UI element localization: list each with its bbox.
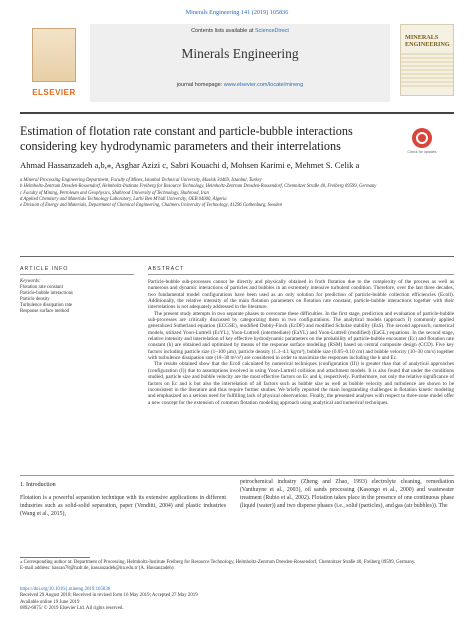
abstract-paragraph: The present study attempts in two separate phases to overcome these difficulties. In the first stage, prediction and evaluation of particle-bubble sub-processes are critically discussed by categorizing them in two configurations. The analytical models (approach I) commonly applied generalized Sutherland equation (ECGSE), modified Dobby-Finch (EcDF) and modified Schulze stability (EsS). The second approach, numerical models, utilized Yoon-Luttrell (EcYL), Yoon-Luttrell (intermediate) (EaYL) and Yoon-Luttrell (modified) (EaGL) equations. In the second stage, relative intensity and interrelation of key effective hydrodynamic parameters on the probability of particle-bubble encounter (Ec) and flotation rate constant (k) are obtained and optimized by means of the response surface modeling (RSM) based on central composite design (CCD). Five key factors including particle size (1–100 µm), particle density (1.3–4.1 kg/m³), bubble size (0.05–0.10 cm) and bubble velocity (10–30 cm/s) together with turbulence dissipation rate (18–30 m²/s³) are considered in order to maximize the responses including the k and Ec.: [148, 310, 454, 362]
abstract-divider: [20, 475, 454, 476]
abstract-rule: [148, 274, 454, 275]
footnotes: [20, 560, 454, 573]
keyword: Particle density: [20, 297, 50, 302]
journal-masthead: [20, 24, 454, 110]
contents-prefix: Contents lists available at: [191, 28, 255, 34]
article-footer: [20, 587, 454, 612]
elsevier-tree-icon: [32, 28, 76, 82]
elsevier-logo: [26, 24, 82, 102]
footnote-rule: [20, 557, 90, 558]
journal-header-box: [90, 24, 390, 102]
crossmark-icon[interactable]: [412, 128, 432, 148]
intro-text-left: Flotation is a powerful separation technique with its extensive applications in different industries such as solid-solid separation, paper (Venditti, 2004) and plastic industries (Wang et al., 2015),: [20, 495, 226, 518]
header-divider: [20, 112, 454, 114]
affiliations: [20, 178, 454, 209]
intro-text-right: petrochemical industry (Zheng and Zhao, 1993) electrolyte cleaning, remediation (Vanthuyne et al., 2003), oil sands processing (Kasongo et al., 2000) and wastewater treatment (Rubio et al., 2002). Flotation takes place in the presence of one continuous phase (liquid (water)) and two disperse phases (i.e., solid (particles), and gas (air bubbles)). The: [240, 479, 454, 510]
corresponding-author-note: ⁎ Corresponding author at: Department of Processing, Helmholtz-Institute Freiberg for Resource Technology, Helmholtz-Zentrum Dresden-Rossendorf, Chemnitzer Straße 40, Freiberg 09599, Germany.: [20, 560, 416, 565]
available-online: Available online 19 June 2019: [20, 599, 80, 605]
email-note[interactable]: E-mail address: hassan78@hzdr.de, hassanzadeh@itu.edu.tr (A. Hassanzadeh).: [20, 566, 175, 572]
contents-line: [90, 28, 390, 34]
affiliations-divider: [20, 256, 454, 257]
journal-cover-thumbnail[interactable]: [400, 24, 454, 96]
journal-reference[interactable]: Minerals Engineering 141 (2019) 105836: [185, 9, 289, 16]
section-heading: 1. Introduction: [20, 482, 56, 488]
sciencedirect-link[interactable]: ScienceDirect: [254, 28, 289, 34]
homepage-link[interactable]: www.elsevier.com/locate/mineng: [223, 82, 304, 88]
affiliation-e: e Division of Energy and Materials, Department of Chemical Engineering, Chalmers University of Technology, 41296 Gothenburg, Sweden: [20, 203, 282, 209]
abstract-heading: ABSTRACT: [148, 266, 185, 272]
keyword: Flotation rate constant: [20, 285, 63, 290]
keyword: Response surface method: [20, 309, 70, 314]
cover-artwork: [401, 53, 453, 87]
journal-title: Minerals Engineering: [181, 46, 299, 61]
affiliation-d: d Applied Chemistry and Materials Technology Laboratory, Larbi Ben M'hidi University, OEB 04000, Algeria: [20, 196, 227, 202]
abstract-paragraph: The results obtained show that the Ecoll calculated by numerical techniques (configuration (II)) is greater than that of analytical approaches (configuration (I)) due to assumptions involved in using Yoon-Luttrell collision and attachment models. It is also found that under the conditions studied, particle size and bubble velocity are the most effective factors on Ec and k, respectively. Furthermore, not only the relative significance of factors on Ec and k but also the interrelation of all factors such as bubble size as well as bubble velocity and turbulence are shown to be inconsistent in the literature and thus require further studies. We briefly reported the main longstanding challenges in flotation kinetic modeling and emphasized on a serious need for fulfilling lack of physical observations. Finally, the presented analyses with respect to three-zone model offer a new concept for the extension of common flotation modeling approach using analytical and numerical techniques.: [148, 361, 454, 406]
keyword: Particle-bubble interactions: [20, 291, 73, 296]
keywords-heading: Keywords:: [20, 279, 41, 284]
keyword: Turbulence dissipation rate: [20, 303, 73, 308]
cover-title: MINERALS ENGINEERING: [405, 34, 450, 48]
received-dates: Received 29 August 2018; Received in revised form 16 May 2019; Accepted 27 May 2019: [20, 593, 198, 599]
article-info-heading: ARTICLE INFO: [20, 266, 69, 272]
keyword-list: [20, 285, 73, 315]
journal-homepage: [90, 82, 390, 88]
affiliation-c: c Faculty of Mining, Petroleum and Geophysics, Shahrood University of Technology, Shahrood, Iran: [20, 190, 209, 196]
crossmark-label[interactable]: Check for updates: [407, 150, 437, 154]
publisher-logo-text: ELSEVIER: [32, 88, 76, 97]
copyright-line: 0892-6875/ © 2019 Elsevier Ltd. All rights reserved.: [20, 605, 124, 611]
homepage-prefix: journal homepage:: [176, 82, 224, 88]
article-info-rule: [20, 274, 134, 275]
affiliation-a: a Mineral Processing Engineering Department, Faculty of Mines, Istanbul Technical University, Maslak 34469, Istanbul, Turkey: [20, 178, 262, 183]
article-title: Estimation of flotation rate constant and particle-bubble interactions considering key hydrodynamic parameters and their interrelations: [20, 124, 353, 153]
author-list: Ahmad Hassanzadeh a,b,⁎, Asghar Azizi c, Sabri Kouachi d, Mohsen Karimi e, Mehmet S. Celik a: [20, 160, 360, 170]
abstract-paragraph: Particle-bubble sub-processes cannot be directly and physically obtained in froth flotation due to the complexity of the process as well as numerous and dynamic interactions of particles and bubbles in an extremely intensive turbulent condition. Therefore, over the last three decades, two fundamental model configurations have been used as an only solution for prediction of particle-bubble collection efficiencies (Ecoll). Additionally, the relative intensity of the main flotation parameters on flotation rate constant, particle-bubble interactions together with their interrelations is not adequately addressed in the literature.: [148, 279, 454, 311]
doi-link[interactable]: https://doi.org/10.1016/j.mineng.2019.105836: [20, 587, 111, 592]
abstract-body: [148, 279, 454, 406]
affiliation-b: b Helmholtz-Zentrum Dresden-Rossendorf, Helmholtz-Institute Freiberg for Resource Technology, Helmholtz-Zentrum Dresden-Rossendorf, Chemnitzer Straße 40, Freiberg 09599, Germany: [20, 184, 377, 190]
